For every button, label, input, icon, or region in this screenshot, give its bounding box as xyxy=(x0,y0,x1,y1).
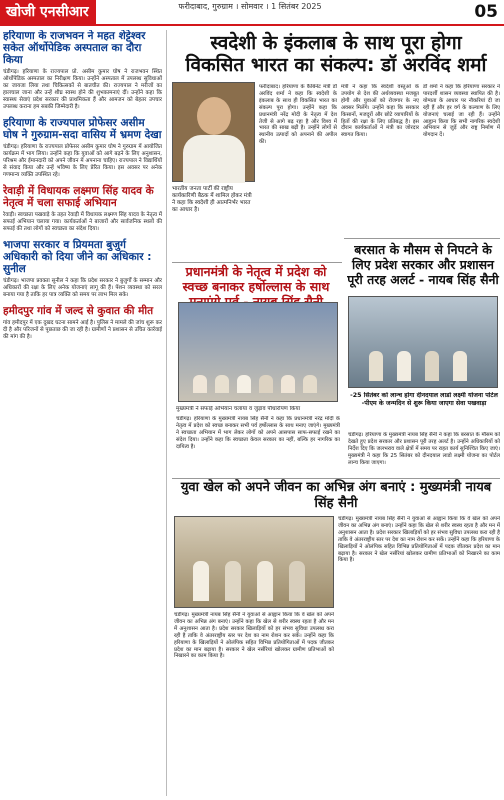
story4-body-col2: चंडीगढ़। मुख्यमंत्री नायब सिंह सैनी ने युवाओं से आह्वान किया कि वे खेल को अपने जीवन का अभिन्न अंग बनाएं। उन्होंने कहा कि खेल से शरीर स्वस्थ रहता है और मन में अनुशासन आता है। प्रदेश सरकार खिलाड़ियों को हर संभव सुविधा उपलब्ध करा रही है ताकि वे अंतरराष्ट्रीय स्तर पर देश का नाम रोशन कर सकें। उन्होंने कहा कि हरियाणा के खिलाड़ियों ने ओलंपिक सहित विभिन्न प्रतियोगिताओं में पदक जीतकर प्रदेश का मान बढ़ाया है। सरकार ने खेल नर्सरियां खोलकर ग्रामीण प्रतिभाओं को निखारने का काम किया है। xyxy=(338,516,500,564)
left-story-title: भाजपा सरकार व प्रियमता बुजुर्ग अधिकारी को दिया जीने का अधिकार : सुनील xyxy=(3,239,152,275)
lead-body-col3: डॉ शर्मा ने कहा कि हरियाणा सरकार ने पारदर्शी शासन व्यवस्था स्थापित की है। योग्यता के आधार पर नौकरियां दी जा रही हैं और हर वर्ग के कल्याण के लिए योजनाएं चलाई जा रही हैं। उन्होंने आह्वान किया कि सभी नागरिक स्वदेशी अभियान से जुड़ें और राष्ट्र निर्माण में योगदान दें। xyxy=(423,84,500,139)
lead-body-col1: फरीदाबाद। हरियाणा के कैबिनेट मंत्री डॉ अरविंद शर्मा ने कहा कि स्वदेशी के इंकलाब के साथ ही विकसित भारत का संकल्प पूरा होगा। उन्होंने कहा कि प्रधानमंत्री नरेंद्र मोदी के नेतृत्व में देश तेजी से आगे बढ़ रहा है और विश्व में भारत की साख बढ़ी है। उन्होंने लोगों से स्थानीय उत्पादों को अपनाने की अपील की। xyxy=(259,84,337,146)
left-story xyxy=(3,239,162,299)
left-story xyxy=(3,305,162,341)
page-number: 05 xyxy=(474,2,498,22)
photo-figure xyxy=(257,561,273,601)
edition-line: फरीदाबाद, गुरुग्राम । सोमवार । 1 सितंबर 2025 xyxy=(178,2,322,11)
left-column xyxy=(3,30,167,796)
lead-photo xyxy=(172,82,255,182)
lead-headline xyxy=(172,32,500,76)
photo-figure xyxy=(193,375,207,393)
lead-headline-line2: विकसित भारत का संकल्प: डॉ अरविंद शर्मा xyxy=(185,54,487,76)
photo-figure xyxy=(193,561,209,601)
photo-figure xyxy=(215,375,229,393)
masthead-bar xyxy=(0,0,504,26)
newspaper-brand: खोजी एनसीआर xyxy=(0,0,96,24)
divider xyxy=(344,238,500,239)
story3-photo xyxy=(348,296,498,388)
story2-headline: प्रधानमंत्री के नेतृत्व में प्रदेश को स्वच्छ बनाकर हर्षोल्लास के साथ xyxy=(182,264,330,294)
story2-photo xyxy=(178,302,338,402)
lead-quote: भारतीय जनता पार्टी की राष्ट्रीय कार्यकारिणी बैठक में शामिल होकर मंत्री ने कहा कि स्वदेशी ही आत्मनिर्भर भारत का आधार है। xyxy=(172,186,252,213)
left-story xyxy=(3,117,162,179)
photo-figure xyxy=(225,561,241,601)
portrait-face xyxy=(197,97,231,135)
lead-headline-line1: स्वदेशी के इंकलाब के साथ पूरा होगा xyxy=(210,32,462,54)
story3-subhead: -25 सितंबर को लान्च होगा दीनदयाल लाडो लक्ष्मी योजना पोर्टल -पीएम के जन्मदिन से शुरू किया जाएगा सेवा पखवाड़ा xyxy=(350,392,498,407)
story4-photo xyxy=(174,516,334,608)
left-story xyxy=(3,185,162,233)
left-story-body: चंडीगढ़। हरियाणा के राज्यपाल प्रोफेसर असीम कुमार घोष ने गुरुग्राम में आयोजित कार्यक्रम में भाग लिया। उन्होंने कहा कि युवाओं को आगे बढ़ने के लिए अनुशासन, परिश्रम और ईमानदारी को अपने जीवन में अपनाना चाहिए। राज्यपाल ने विद्यार्थियों से संवाद किया और उन्हें भविष्य के लिए प्रेरित किया। इस अवसर पर अनेक गणमान्य व्यक्ति उपस्थित रहे। xyxy=(3,144,162,178)
portrait-body xyxy=(183,135,245,183)
left-story-title: हरियाणा के राजभवन ने महत शेट्टेश्वर सकेत ऑर्थोपेडिक अस्पताल का दौरा किया xyxy=(3,30,146,66)
divider xyxy=(172,478,500,479)
left-story-title: रेवाड़ी में विधायक लक्ष्मण सिंह यादव के नेतृत्व में चला सफाई अभियान xyxy=(3,185,154,209)
left-story-body: गांव हमीदपुर में एक दुखद घटना सामने आई है। पुलिस ने मामले की जांच शुरू कर दी है और परिजनों से पूछताछ की जा रही है। ग्रामीणों ने प्रशासन से उचित कार्रवाई की मांग की है। xyxy=(3,320,162,340)
left-story-body: चंडीगढ़। हरियाणा के राज्यपाल प्रो. असीम कुमार घोष ने राजभवन स्थित ऑर्थोपेडिक अस्पताल का निरीक्षण किया। उन्होंने अस्पताल में उपलब्ध सुविधाओं का जायजा लिया तथा चिकित्सकों से बातचीत की। राज्यपाल ने मरीजों का हालचाल जाना और उन्हें शीघ्र स्वस्थ होने की शुभकामनाएं दीं। उन्होंने कहा कि स्वास्थ्य सेवाएं प्रदेश सरकार की प्राथमिकता हैं और आमजन को बेहतर उपचार उपलब्ध कराना हम सबकी जिम्मेदारी है। xyxy=(3,69,162,110)
left-story xyxy=(3,30,162,111)
left-story-body: चंडीगढ़। भाजपा प्रवक्ता सुनील ने कहा कि प्रदेश सरकार ने बुजुर्गों के सम्मान और अधिकारों की रक्षा के लिए अनेक योजनाएं लागू की हैं। पेंशन व्यवस्था को सरल बनाया गया है ताकि हर पात्र व्यक्ति को समय पर लाभ मिल सके। xyxy=(3,278,162,298)
left-story-title: हमीदपुर गांव में जल्द से कुवात की मीत xyxy=(3,305,154,317)
left-story-body: रेवाड़ी। स्वच्छता पखवाड़े के तहत रेवाड़ी में विधायक लक्ष्मण सिंह यादव के नेतृत्व में सफाई अभियान चलाया गया। कार्यकर्ताओं ने बाजारों और सार्वजनिक स्थलों की सफाई की तथा लोगों को स्वच्छता का संदेश दिया। xyxy=(3,212,162,232)
photo-figure xyxy=(303,375,317,393)
photo-figure xyxy=(369,351,383,381)
photo-figure xyxy=(453,351,467,381)
photo-figure xyxy=(237,375,251,393)
story2-caption: मुख्यमंत्री ने सफाई अभियान चलाया व जुड़ाव पौधारोपण किया xyxy=(176,406,301,412)
photo-figure xyxy=(289,561,305,601)
story4-headline: युवा खेल को अपने जीवन का अभिन्न अंग बनाएं : मुख्यमंत्री नायब सिंह सैनी xyxy=(180,480,492,511)
story3-headline: बरसात के मौसम से निपटने के लिए प्रदेश सरकार और प्रशासन पूरी तरह अलर्ट - नायब सिंह सैनी xyxy=(347,242,499,287)
photo-figure xyxy=(259,375,273,393)
left-story-title: हरियाणा के राज्यपाल प्रोफेसर असीम घोष ने गुरुग्राम-सदा वासिय में भ्रमण देखा xyxy=(3,117,162,141)
story3-body: चंडीगढ़। हरियाणा के मुख्यमंत्री नायब सिंह सैनी ने कहा कि बरसात के मौसम को देखते हुए प्रदेश सरकार और प्रशासन पूरी तरह अलर्ट है। उन्होंने अधिकारियों को निर्देश दिए कि जलभराव वाले क्षेत्रों में समय पर राहत कार्य सुनिश्चित किए जाएं। मुख्यमंत्री ने कहा कि 25 सितंबर को दीनदयाल लाडो लक्ष्मी योजना का पोर्टल लान्च किया जाएगा। xyxy=(348,432,500,466)
divider xyxy=(172,262,342,263)
photo-figure xyxy=(281,375,295,393)
photo-figure xyxy=(397,351,411,381)
lead-body-col2: मंत्री ने कहा कि स्वदेशी वस्तुओं के उपयोग से देश की अर्थव्यवस्था मजबूत होगी और युवाओं को रोजगार के नए अवसर मिलेंगे। उन्होंने कहा कि सरकार किसानों, मजदूरों और छोटे व्यापारियों के हितों की रक्षा के लिए प्रतिबद्ध है। इस दौरान कार्यकर्ताओं ने मंत्री का जोरदार स्वागत किया। xyxy=(341,84,419,139)
story2-body: चंडीगढ़। हरियाणा के मुख्यमंत्री नायब सिंह सैनी ने कहा कि प्रधानमंत्री नरेंद्र मोदी के नेतृत्व में प्रदेश को स्वच्छ बनाकर सभी पर्व हर्षोल्लास के साथ मनाए जाएंगे। मुख्यमंत्री ने स्वच्छता अभियान में भाग लेकर लोगों को अपने आसपास साफ-सफाई रखने का संदेश दिया। उन्होंने कहा कि स्वच्छता केवल सरकार का नहीं, बल्कि हर नागरिक का दायित्व है। xyxy=(176,416,340,450)
story4-body-col1: चंडीगढ़। मुख्यमंत्री नायब सिंह सैनी ने युवाओं से आह्वान किया कि वे खेल को अपने जीवन का अभिन्न अंग बनाएं। उन्होंने कहा कि खेल से शरीर स्वस्थ रहता है और मन में अनुशासन आता है। प्रदेश सरकार खिलाड़ियों को हर संभव सुविधा उपलब्ध करा रही है ताकि वे अंतरराष्ट्रीय स्तर पर देश का नाम रोशन कर सकें। उन्होंने कहा कि हरियाणा के खिलाड़ियों ने ओलंपिक सहित विभिन्न प्रतियोगिताओं में पदक जीतकर प्रदेश का मान बढ़ाया है। सरकार ने खेल नर्सरियां खोलकर ग्रामीण प्रतिभाओं को निखारने का काम किया है। xyxy=(174,612,334,660)
photo-figure xyxy=(425,351,439,381)
